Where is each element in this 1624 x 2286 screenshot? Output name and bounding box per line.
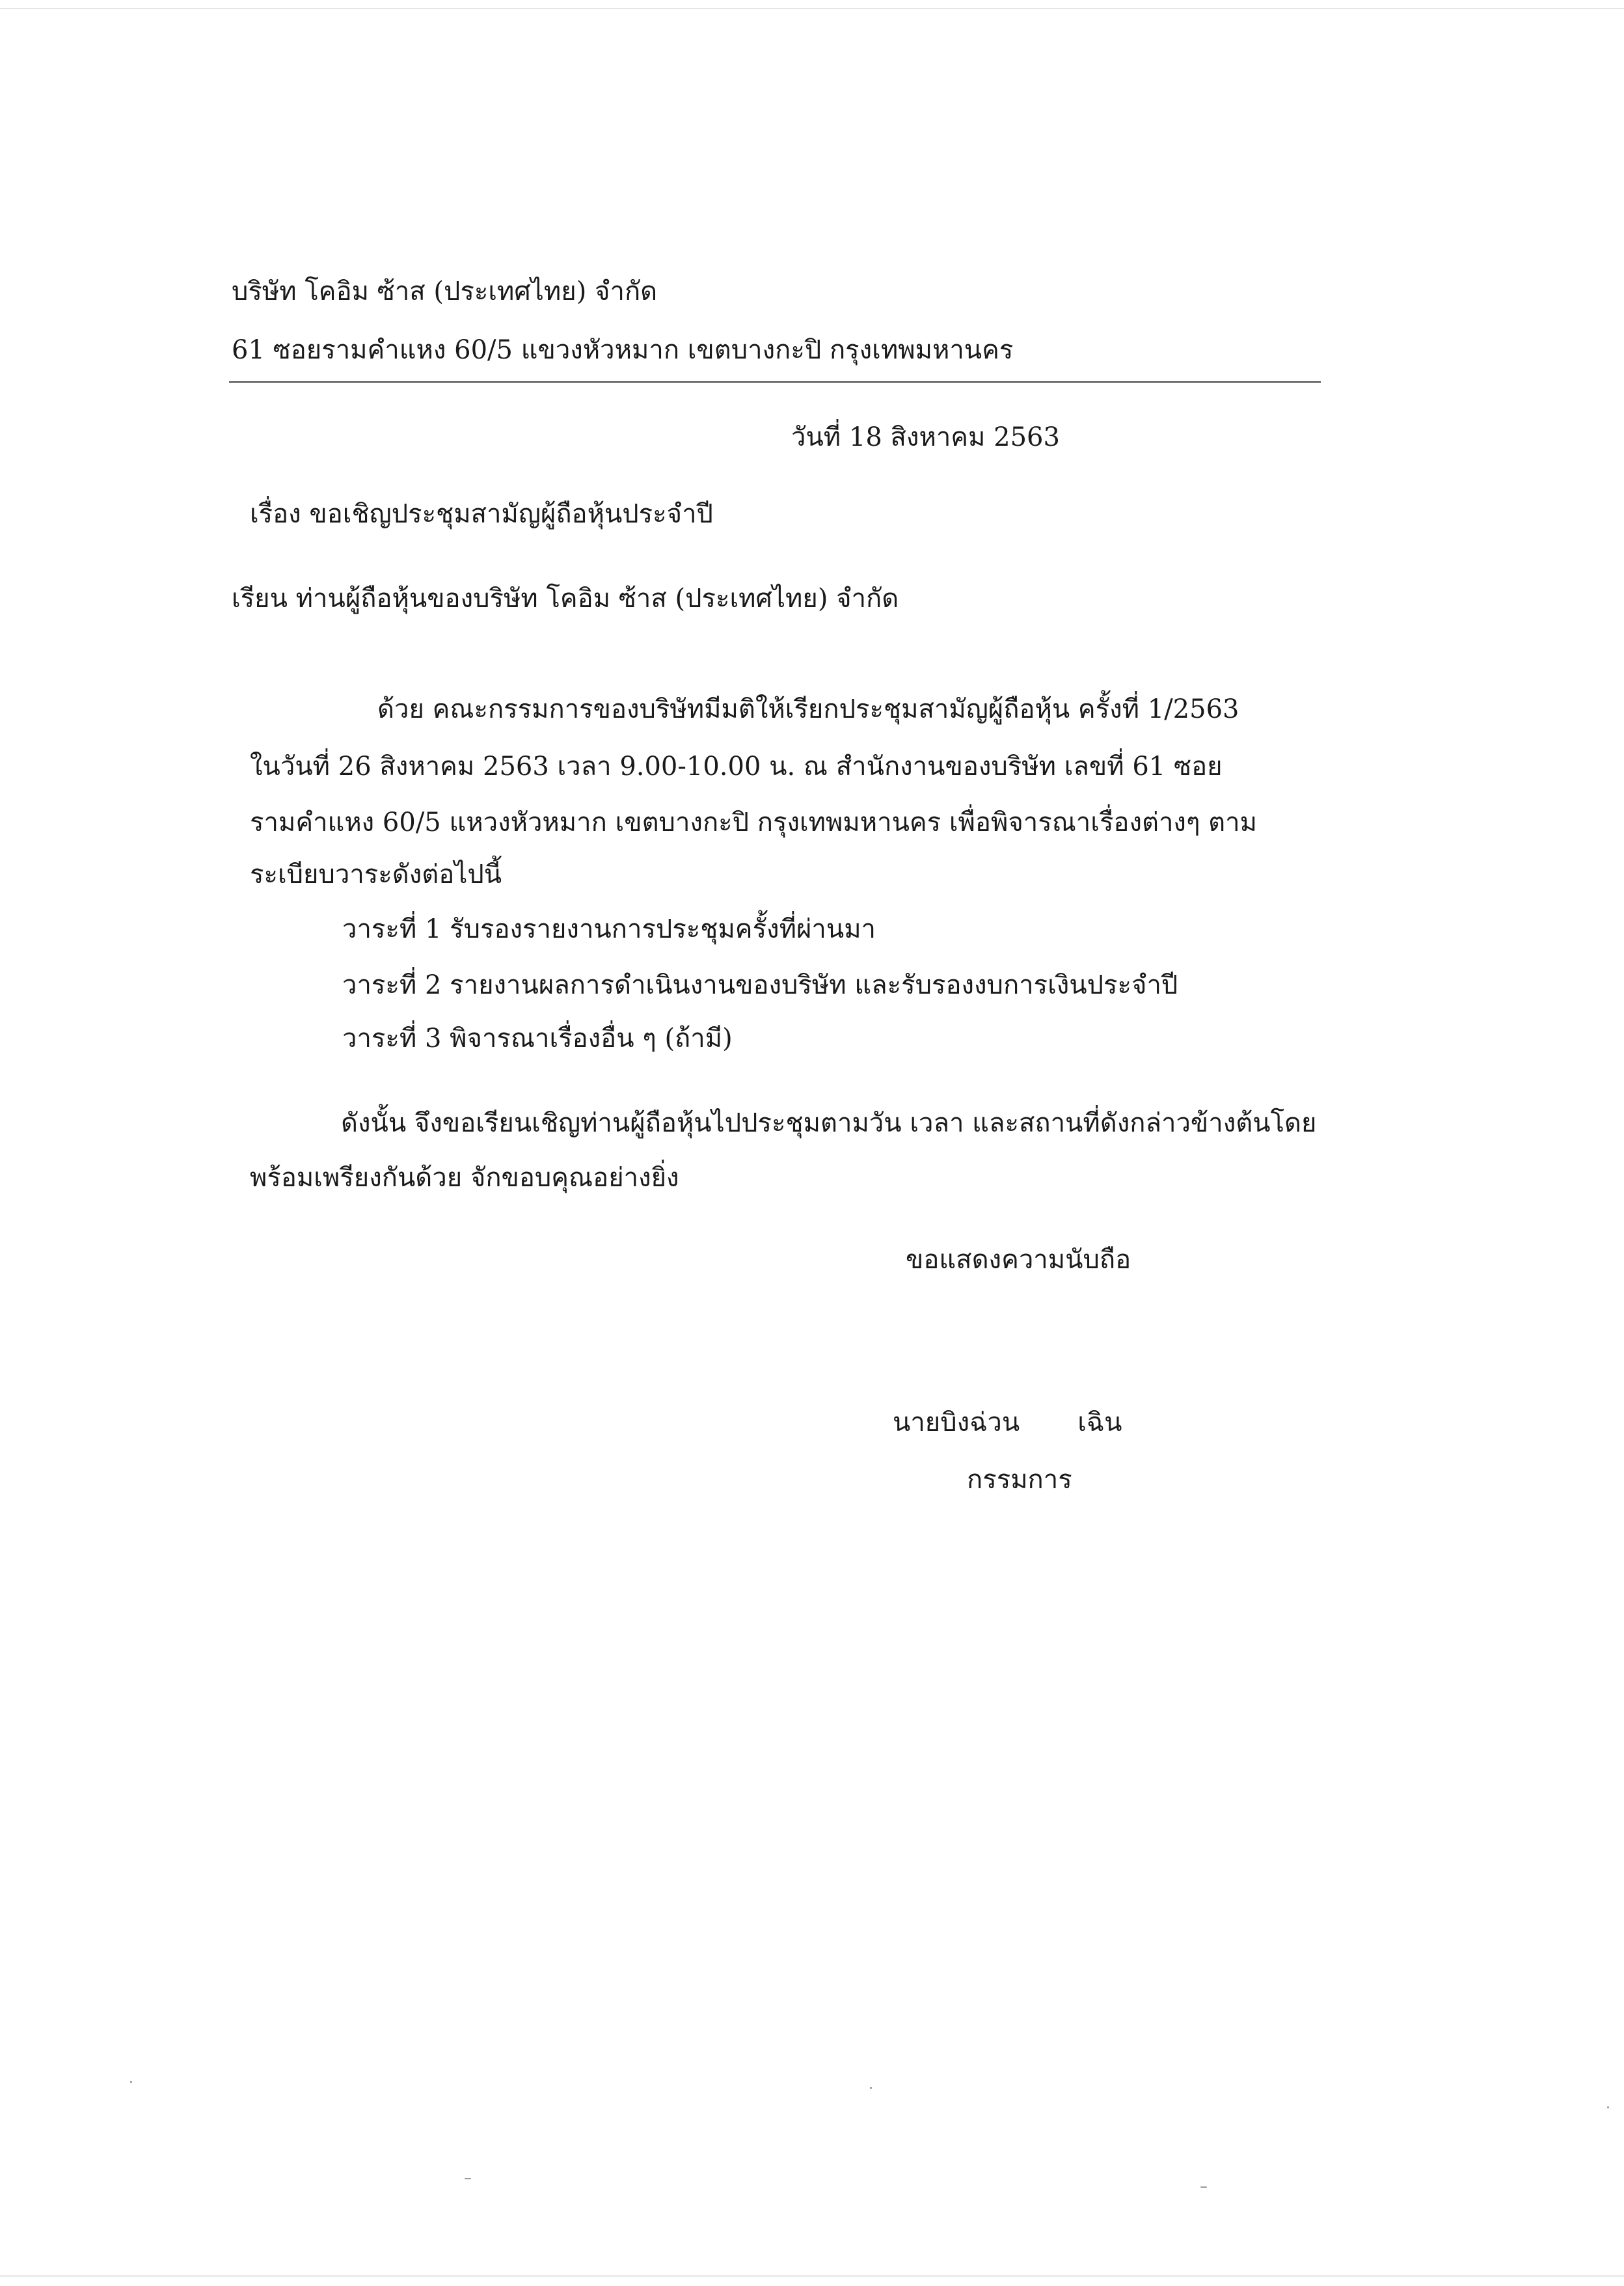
body-line-1: ด้วย คณะกรรมการของบริษัทมีมติให้เรียกประชุมสามัญผู้ถือหุ้น ครั้งที่ 1/2563	[377, 694, 1239, 724]
signoff: ขอแสดงความนับถือ	[906, 1245, 1131, 1275]
signatory-title: กรรมการ	[967, 1465, 1072, 1495]
letter-date: วันที่ 18 สิงหาคม 2563	[791, 422, 1060, 452]
body-line-4: ระเบียบวาระดังต่อไปนี้	[250, 860, 502, 890]
company-name: บริษัท โคอิม ซ้าส (ประเทศไทย) จำกัด	[232, 277, 658, 306]
scan-speck	[1200, 2186, 1207, 2188]
scan-top-edge	[0, 8, 1624, 9]
body-line-3: รามคำแหง 60/5 แหวงหัวหมาก เขตบางกะปิ กรุงเทพมหานคร เพื่อพิจารณาเรื่องต่างๆ ตาม	[250, 808, 1257, 837]
agenda-item-3: วาระที่ 3 พิจารณาเรื่องอื่น ๆ (ถ้ามี)	[342, 1024, 733, 1054]
scan-speck	[870, 2087, 872, 2089]
signatory-name: นายบิงฉ่วน เฉิน	[893, 1408, 1122, 1437]
closing-line-2: พร้อมเพรียงกันด้วย จักขอบคุณอย่างยิ่ง	[250, 1163, 679, 1193]
letterhead-divider	[229, 381, 1321, 383]
company-address: 61 ซอยรามคำแหง 60/5 แขวงหัวหมาก เขตบางกะปิ กรุงเทพมหานคร	[232, 335, 1014, 365]
letter-subject: เรื่อง ขอเชิญประชุมสามัญผู้ถือหุ้นประจำปี	[250, 499, 713, 529]
scan-speck	[1607, 2106, 1609, 2108]
letter-recipient: เรียน ท่านผู้ถือหุ้นของบริษัท โคอิม ซ้าส (ประเทศไทย) จำกัด	[232, 584, 899, 614]
body-line-2: ในวันที่ 26 สิงหาคม 2563 เวลา 9.00-10.00 น. ณ สำนักงานของบริษัท เลขที่ 61 ซอย	[250, 752, 1223, 782]
closing-line-1: ดังนั้น จึงขอเรียนเชิญท่านผู้ถือหุ้นไปประชุมตามวัน เวลา และสถานที่ดังกล่าวข้างต้นโดย	[341, 1108, 1317, 1138]
scan-speck	[465, 2178, 471, 2179]
scan-bottom-edge	[0, 2275, 1624, 2277]
scan-speck	[130, 2081, 132, 2083]
agenda-item-1: วาระที่ 1 รับรองรายงานการประชุมครั้งที่ผ่านมา	[342, 914, 876, 944]
agenda-item-2: วาระที่ 2 รายงานผลการดำเนินงานของบริษัท และรับรองงบการเงินประจำปี	[342, 970, 1178, 1000]
